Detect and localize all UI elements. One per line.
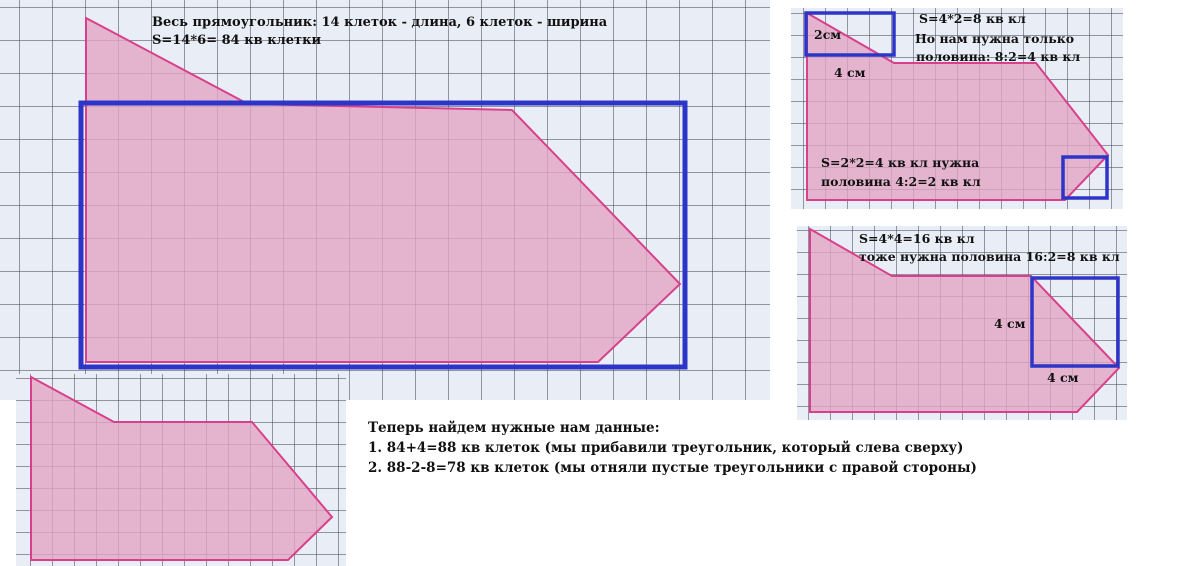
top-right-area-text: S=4*2=8 кв кл	[919, 11, 1026, 26]
main-area-text: S=14*6= 84 кв клетки	[152, 33, 322, 48]
solution-text	[368, 418, 977, 478]
top-right-need-half-text-1: Но нам нужна только	[915, 31, 1075, 46]
main-pink-figure	[86, 15, 680, 362]
bottom-left-drawing	[16, 374, 346, 566]
solution-heading: Теперь найдем нужные нам данные:	[368, 420, 660, 436]
main-rectangle-dimensions-text: Весь прямоугольник: 14 клеток - длина, 6 клеток - ширина	[152, 15, 608, 30]
main-figure-panel	[0, 0, 770, 400]
bottom-left-pink-figure	[31, 377, 332, 560]
top-right-side-label-2cm: 2см	[814, 27, 842, 42]
middle-right-panel	[797, 226, 1127, 420]
solution-step-1: 1. 84+4=88 кв клеток (мы прибавили треугольник, который слева сверху)	[368, 440, 964, 456]
middle-right-side-label-bottom: 4 см	[1047, 370, 1079, 385]
main-figure-drawing	[0, 0, 770, 400]
top-right-panel	[791, 8, 1123, 209]
top-right-small-area-text-1: S=2*2=4 кв кл нужна	[821, 155, 980, 170]
top-right-need-half-text-2: половина: 8:2=4 кв кл	[916, 49, 1081, 64]
top-right-small-area-text-2: половина 4:2=2 кв кл	[821, 174, 981, 189]
middle-right-half-text: тоже нужна половина 16:2=8 кв кл	[859, 249, 1120, 264]
bottom-left-panel	[16, 374, 346, 566]
middle-right-side-label-left: 4 см	[994, 316, 1026, 331]
solution-step-2: 2. 88-2-8=78 кв клеток (мы отняли пустые треугольники с правой стороны)	[368, 460, 977, 476]
top-right-side-label-4cm: 4 см	[834, 65, 866, 80]
middle-right-area-text: S=4*4=16 кв кл	[859, 231, 975, 246]
